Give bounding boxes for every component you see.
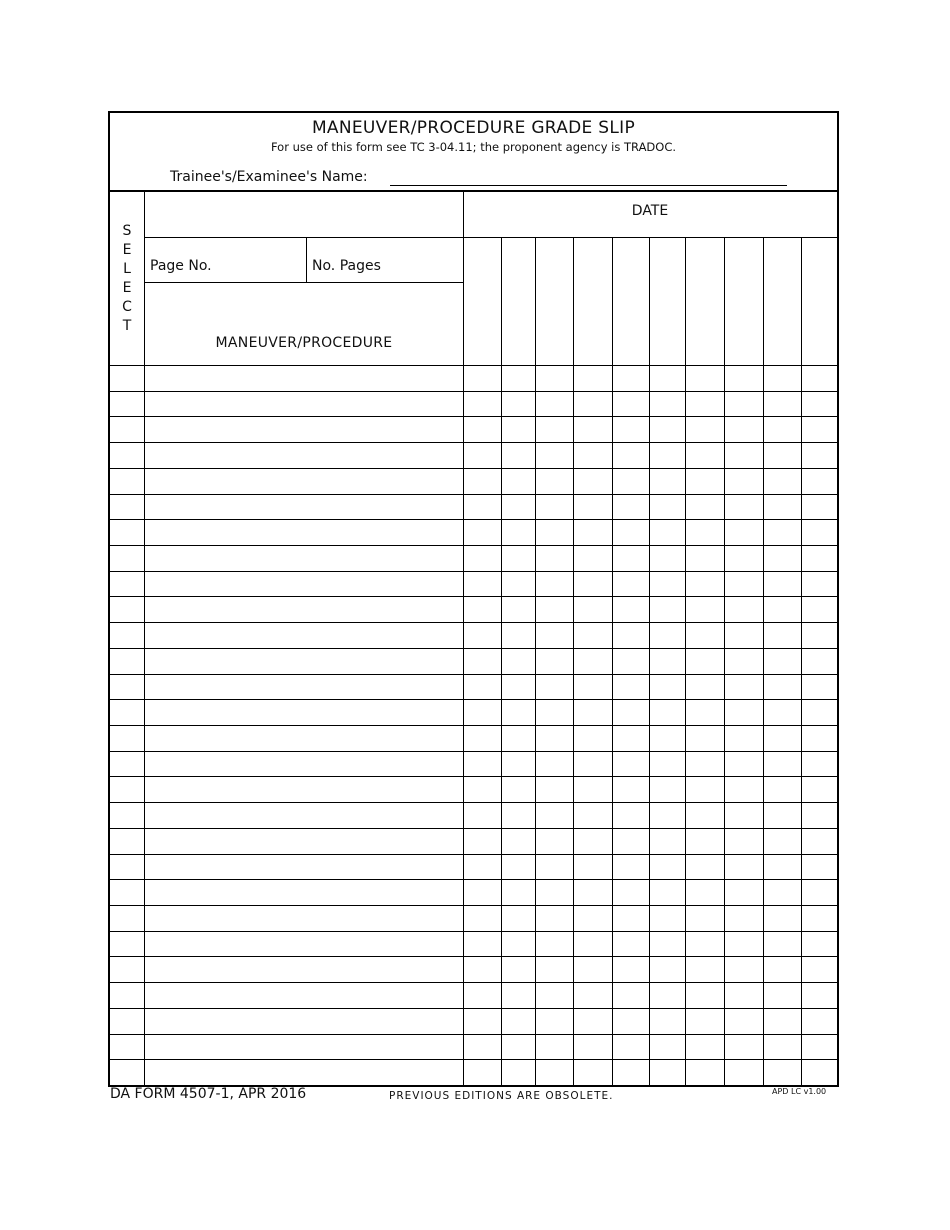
select-letter: E bbox=[122, 242, 132, 258]
table-row bbox=[110, 596, 837, 597]
form-title: MANEUVER/PROCEDURE GRADE SLIP bbox=[311, 118, 636, 138]
table-row bbox=[110, 468, 837, 469]
table-row bbox=[110, 494, 837, 495]
table-row bbox=[110, 879, 837, 880]
table-row bbox=[110, 416, 837, 417]
table-row bbox=[110, 751, 837, 752]
select-column-divider bbox=[144, 192, 145, 1085]
table-row bbox=[110, 622, 837, 623]
table-row bbox=[110, 1059, 837, 1060]
apd-version: APD LC v1.00 bbox=[772, 1087, 827, 1096]
grade-slip-form bbox=[108, 111, 839, 1087]
trainee-name-label: Trainee's/Examinee's Name: bbox=[170, 169, 368, 185]
table-row bbox=[110, 854, 837, 855]
table-row bbox=[110, 391, 837, 392]
table-row bbox=[110, 648, 837, 649]
maneuver-column-divider bbox=[463, 192, 464, 1085]
table-row bbox=[110, 982, 837, 983]
table-row bbox=[110, 1008, 837, 1009]
table-row bbox=[110, 571, 837, 572]
select-letter: E bbox=[122, 280, 132, 296]
table-row bbox=[110, 776, 837, 777]
page-row-bottom bbox=[144, 282, 463, 283]
trainee-name-field[interactable] bbox=[390, 185, 787, 186]
page-no-label: Page No. bbox=[150, 258, 212, 274]
date-header: DATE bbox=[631, 203, 669, 219]
maneuver-procedure-header: MANEUVER/PROCEDURE bbox=[215, 335, 393, 351]
select-column-header bbox=[110, 192, 144, 365]
select-letter: S bbox=[122, 223, 132, 239]
page-row-top bbox=[144, 237, 463, 238]
table-row bbox=[110, 545, 837, 546]
date-header-underline bbox=[463, 237, 837, 238]
table-row bbox=[110, 365, 837, 366]
select-letter: T bbox=[122, 318, 132, 334]
table-row bbox=[110, 956, 837, 957]
table-row bbox=[110, 699, 837, 700]
previous-editions-note: PREVIOUS EDITIONS ARE OBSOLETE. bbox=[389, 1090, 614, 1102]
table-row bbox=[110, 442, 837, 443]
table-row bbox=[110, 802, 837, 803]
form-header bbox=[110, 113, 837, 192]
table-row bbox=[110, 931, 837, 932]
table-row bbox=[110, 1034, 837, 1035]
table-row bbox=[110, 905, 837, 906]
form-subtitle: For use of this form see TC 3-04.11; the proponent agency is TRADOC. bbox=[270, 140, 677, 154]
table-row bbox=[110, 519, 837, 520]
select-letter: L bbox=[123, 261, 131, 277]
select-letter: C bbox=[122, 299, 132, 315]
table-row bbox=[110, 725, 837, 726]
page-no-divider bbox=[306, 237, 307, 282]
no-pages-label: No. Pages bbox=[312, 258, 381, 274]
table-row bbox=[110, 828, 837, 829]
form-number: DA FORM 4507-1, APR 2016 bbox=[110, 1086, 307, 1102]
table-row bbox=[110, 674, 837, 675]
